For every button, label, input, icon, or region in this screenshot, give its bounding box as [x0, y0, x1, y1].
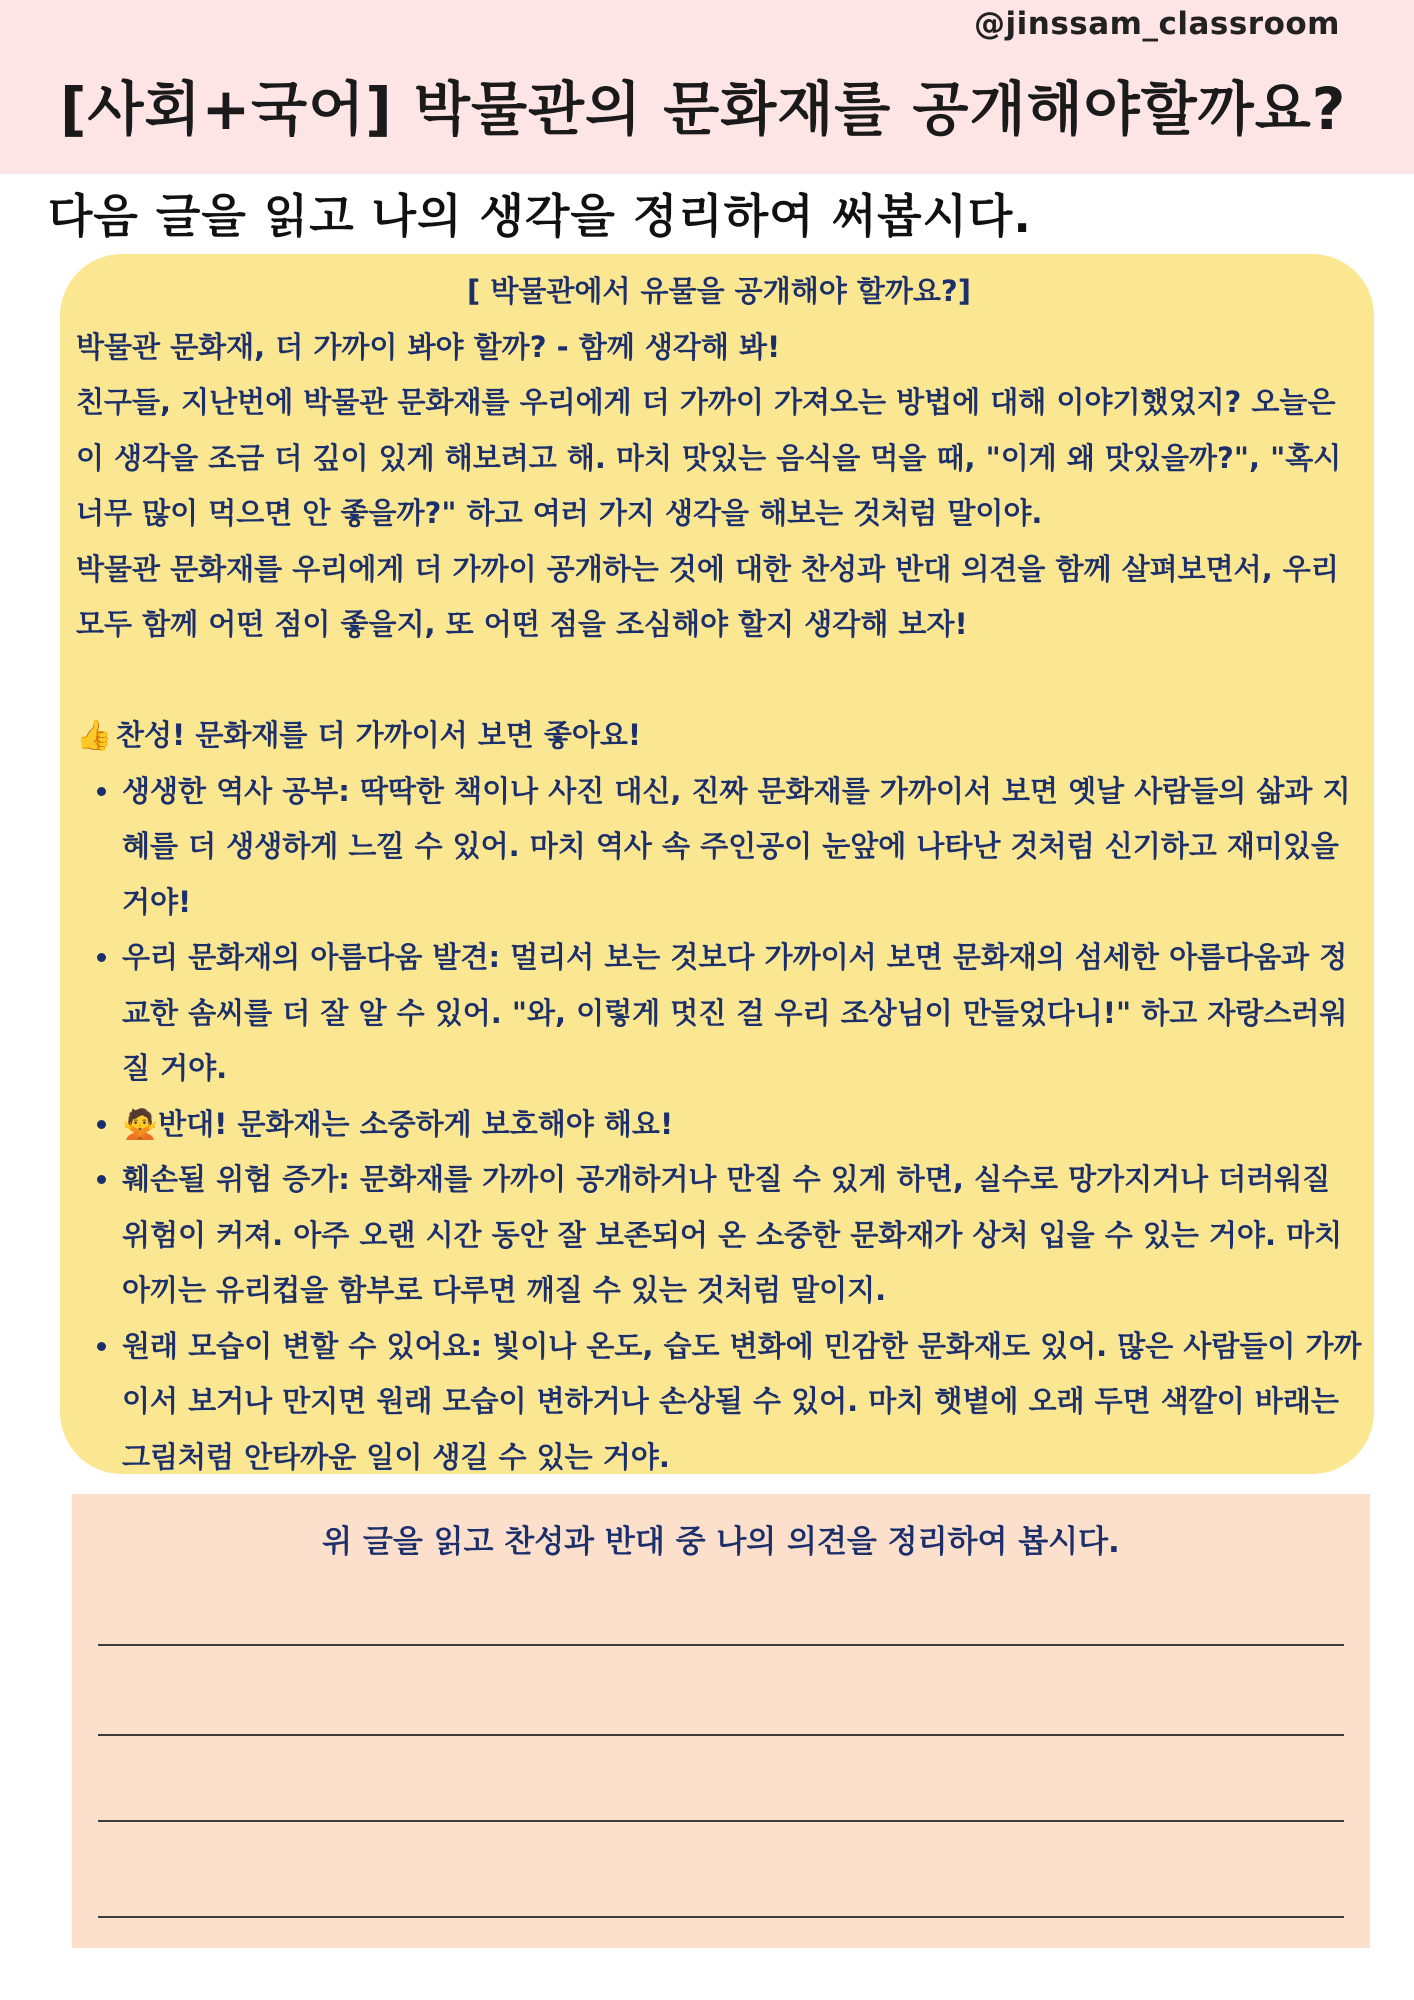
author-handle: @jinssam_classroom [974, 6, 1340, 42]
list-item: • 훼손될 위험 증가: 문화재를 가까이 공개하거나 만질 수 있게 하면, 실수로 망가지거나 더러워질 위험이 커져. 아주 오랜 시간 동안 잘 보존되어 온 소중한 문화재가 상처 입을 수 있는 거야. 마치 아끼는 유리컵을 함부로 다루면 깨질 수 있는 것처럼 말이지. [122, 1152, 1362, 1319]
writing-line[interactable] [98, 1734, 1344, 1736]
writing-line[interactable] [98, 1916, 1344, 1918]
oppose-heading-text: 반대! 문화재는 소중하게 보호해야 해요! [158, 1106, 674, 1141]
writing-line[interactable] [98, 1644, 1344, 1646]
reading-passage-box [60, 254, 1374, 1474]
list-item [122, 1097, 1362, 1153]
intro-paragraph: 박물관 문화재를 우리에게 더 가까이 공개하는 것에 대한 찬성과 반대 의견을 함께 살펴보면서, 우리 모두 함께 어떤 점이 좋을지, 또 어떤 점을 조심해야 할지 생각해 보자! [76, 551, 1339, 641]
thumbs-up-icon: 👍 [76, 718, 113, 752]
intro-paragraph: 친구들, 지난번에 박물관 문화재를 우리에게 더 가까이 가져오는 방법에 대해 이야기했었지? 오늘은 이 생각을 조금 더 깊이 있게 해보려고 해. 마치 맛있는 음식을 먹을 때, "이게 왜 맛있을까?", "혹시 너무 많이 먹으면 안 좋을까?" 하고 여러 가지 생각을 해보는 것처럼 말이야. [76, 385, 1342, 530]
spacer [76, 653, 1362, 709]
list-item: • 원래 모습이 변할 수 있어요: 빛이나 온도, 습도 변화에 민감한 문화재도 있어. 많은 사람들이 가까이서 보거나 만지면 원래 모습이 변하거나 손상될 수 있어. 마치 햇볕에 오래 두면 색깔이 바래는 그림처럼 안타까운 일이 생길 수 있는 거야. [122, 1319, 1362, 1486]
person-gesturing-no-icon: 🙅 [122, 1106, 159, 1141]
page-title: [사회+국어] 박물관의 문화재를 공개해야할까요? [60, 75, 1347, 143]
list-item: • 우리 문화재의 아름다움 발견: 멀리서 보는 것보다 가까이서 보면 문화재의 섬세한 아름다움과 정교한 솜씨를 더 잘 알 수 있어. "와, 이렇게 멋진 걸 우리 조상님이 만들었다니!" 하고 자랑스러워질 거야. [122, 930, 1362, 1097]
header-banner [0, 0, 1414, 174]
passage-title: [ 박물관에서 유물을 공개해야 할까요?] [467, 274, 971, 308]
agree-section-heading [76, 708, 1362, 764]
answer-prompt: 위 글을 읽고 찬성과 반대 중 나의 의견을 정리하여 봅시다. [322, 1524, 1120, 1560]
instruction-text: 다음 글을 읽고 나의 생각을 정리하여 써봅시다. [48, 189, 1032, 243]
list-item: • 생생한 역사 공부: 딱딱한 책이나 사진 대신, 진짜 문화재를 가까이서 보면 옛날 사람들의 삶과 지혜를 더 생생하게 느낄 수 있어. 마치 역사 속 주인공이 눈앞에 나타난 것처럼 신기하고 재미있을 거야! [122, 764, 1362, 931]
writing-line[interactable] [98, 1820, 1344, 1822]
agree-heading-text: 찬성! 문화재를 더 가까이서 보면 좋아요! [116, 718, 642, 752]
answer-box [72, 1494, 1370, 1948]
argument-list [76, 764, 1362, 1486]
intro-heading: 박물관 문화재, 더 가까이 봐야 할까? - 함께 생각해 봐! [76, 329, 781, 364]
